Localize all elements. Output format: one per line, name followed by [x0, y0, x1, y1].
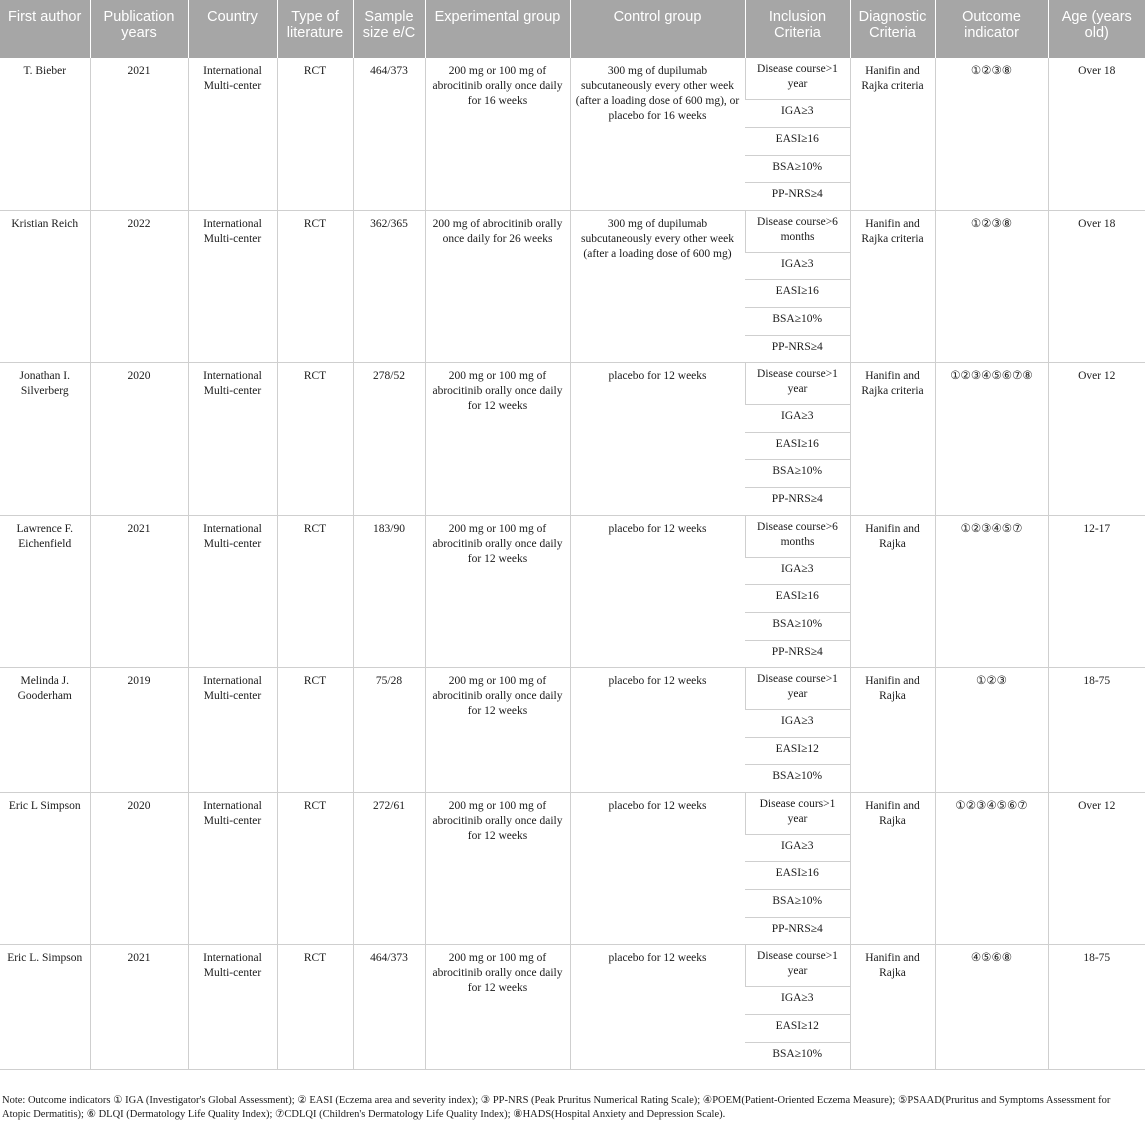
- cell-year: 2020: [90, 363, 188, 515]
- cell-age: Over 18: [1048, 58, 1145, 210]
- cell-experimental: 200 mg or 100 mg of abrocitinib orally once daily for 12 weeks: [425, 363, 570, 515]
- cell-sample: 464/373: [353, 945, 425, 1070]
- header-first-author: First author: [0, 0, 90, 58]
- cell-inclusion-criterion: IGA≥3: [745, 557, 850, 585]
- cell-control: placebo for 12 weeks: [570, 945, 745, 1070]
- cell-type: RCT: [277, 945, 353, 1070]
- cell-control: placebo for 12 weeks: [570, 668, 745, 793]
- cell-inclusion-criterion: EASI≥12: [745, 1014, 850, 1042]
- cell-inclusion-criterion: BSA≥10%: [745, 460, 850, 488]
- cell-inclusion-criterion: PP-NRS≥4: [745, 640, 850, 668]
- cell-diagnostic: Hanifin and Rajka criteria: [850, 58, 935, 210]
- cell-inclusion-criterion: BSA≥10%: [745, 765, 850, 793]
- cell-inclusion-criterion: EASI≥16: [745, 432, 850, 460]
- header-type-of-literature: Type of literature: [277, 0, 353, 58]
- cell-control: 300 mg of dupilumab subcutaneously every other week (after a loading dose of 600 mg), or placebo for 16 weeks: [570, 58, 745, 210]
- cell-experimental: 200 mg or 100 mg of abrocitinib orally once daily for 12 weeks: [425, 945, 570, 1070]
- cell-year: 2020: [90, 793, 188, 945]
- table-row: [0, 945, 1145, 987]
- cell-inclusion-criterion: IGA≥3: [745, 252, 850, 280]
- cell-country: International Multi-center: [188, 210, 277, 362]
- cell-experimental: 200 mg or 100 mg of abrocitinib orally once daily for 12 weeks: [425, 793, 570, 945]
- cell-country: International Multi-center: [188, 58, 277, 210]
- header-age: Age (years old): [1048, 0, 1145, 58]
- cell-year: 2021: [90, 515, 188, 667]
- header-inclusion-criteria: Inclusion Criteria: [745, 0, 850, 58]
- table-footnote: Note: Outcome indicators ① IGA (Investigator's Global Assessment); ② EASI (Eczema area and severity index); ③ PP-NRS (Peak Pruritus Numerical Rating Scale); ④POEM(Patient-Oriented Eczema Measure); ⑤PSAAD(Pruritus and Symptoms Assessment for Atopic Dermatitis); ⑥ DLQI (Dermatology Life Quality Index); ⑦CDLQI (Children's Dermatology Life Quality Index); ⑧HADS(Hospital Anxiety and Depression Scale).: [2, 1095, 1111, 1120]
- cell-inclusion-criterion: BSA≥10%: [745, 890, 850, 918]
- cell-inclusion-criterion: Disease cours>1 year: [745, 793, 850, 835]
- table-row: [0, 58, 1145, 100]
- cell-author: Eric L Simpson: [0, 793, 90, 945]
- cell-diagnostic: Hanifin and Rajka criteria: [850, 363, 935, 515]
- cell-sample: 183/90: [353, 515, 425, 667]
- cell-experimental: 200 mg of abrocitinib orally once daily for 26 weeks: [425, 210, 570, 362]
- header-outcome-indicator: Outcome indicator: [935, 0, 1048, 58]
- cell-sample: 362/365: [353, 210, 425, 362]
- cell-inclusion-criterion: IGA≥3: [745, 100, 850, 128]
- cell-inclusion-criterion: PP-NRS≥4: [745, 917, 850, 945]
- cell-age: Over 12: [1048, 363, 1145, 515]
- cell-outcome: ①②③⑧: [935, 58, 1048, 210]
- cell-experimental: 200 mg or 100 mg of abrocitinib orally once daily for 16 weeks: [425, 58, 570, 210]
- header-sample-size: Sample size e/C: [353, 0, 425, 58]
- cell-country: International Multi-center: [188, 515, 277, 667]
- cell-type: RCT: [277, 58, 353, 210]
- header-country: Country: [188, 0, 277, 58]
- header-experimental-group: Experimental group: [425, 0, 570, 58]
- cell-country: International Multi-center: [188, 363, 277, 515]
- cell-author: Jonathan I. Silverberg: [0, 363, 90, 515]
- cell-inclusion-criterion: Disease course>6 months: [745, 515, 850, 557]
- cell-sample: 272/61: [353, 793, 425, 945]
- cell-diagnostic: Hanifin and Rajka: [850, 515, 935, 667]
- cell-inclusion-criterion: BSA≥10%: [745, 155, 850, 183]
- table-row: [0, 793, 1145, 835]
- cell-author: Lawrence F. Eichenfield: [0, 515, 90, 667]
- cell-inclusion-criterion: EASI≥16: [745, 585, 850, 613]
- table-row: [0, 210, 1145, 252]
- table-row: [0, 668, 1145, 710]
- cell-country: International Multi-center: [188, 793, 277, 945]
- cell-year: 2021: [90, 945, 188, 1070]
- cell-outcome: ①②③④⑤⑥⑦⑧: [935, 363, 1048, 515]
- cell-inclusion-criterion: BSA≥10%: [745, 612, 850, 640]
- cell-author: Melinda J. Gooderham: [0, 668, 90, 793]
- cell-inclusion-criterion: IGA≥3: [745, 405, 850, 433]
- cell-year: 2021: [90, 58, 188, 210]
- cell-diagnostic: Hanifin and Rajka: [850, 945, 935, 1070]
- cell-control: placebo for 12 weeks: [570, 515, 745, 667]
- cell-control: placebo for 12 weeks: [570, 793, 745, 945]
- cell-country: International Multi-center: [188, 945, 277, 1070]
- cell-inclusion-criterion: Disease course>6 months: [745, 210, 850, 252]
- cell-inclusion-criterion: PP-NRS≥4: [745, 335, 850, 363]
- cell-experimental: 200 mg or 100 mg of abrocitinib orally once daily for 12 weeks: [425, 515, 570, 667]
- cell-outcome: ①②③④⑤⑥⑦: [935, 793, 1048, 945]
- cell-diagnostic: Hanifin and Rajka: [850, 793, 935, 945]
- cell-sample: 278/52: [353, 363, 425, 515]
- cell-year: 2019: [90, 668, 188, 793]
- header-diagnostic-criteria: Diagnostic Criteria: [850, 0, 935, 58]
- table-row: [0, 363, 1145, 405]
- cell-type: RCT: [277, 515, 353, 667]
- cell-type: RCT: [277, 363, 353, 515]
- cell-inclusion-criterion: PP-NRS≥4: [745, 488, 850, 516]
- cell-control: placebo for 12 weeks: [570, 363, 745, 515]
- cell-year: 2022: [90, 210, 188, 362]
- cell-outcome: ④⑤⑥⑧: [935, 945, 1048, 1070]
- cell-inclusion-criterion: EASI≥16: [745, 280, 850, 308]
- cell-control: 300 mg of dupilumab subcutaneously every other week (after a loading dose of 600 mg): [570, 210, 745, 362]
- cell-inclusion-criterion: EASI≥16: [745, 127, 850, 155]
- cell-inclusion-criterion: Disease course>1 year: [745, 58, 850, 100]
- cell-age: Over 12: [1048, 793, 1145, 945]
- cell-diagnostic: Hanifin and Rajka criteria: [850, 210, 935, 362]
- cell-outcome: ①②③⑧: [935, 210, 1048, 362]
- cell-sample: 464/373: [353, 58, 425, 210]
- cell-inclusion-criterion: PP-NRS≥4: [745, 183, 850, 211]
- header-control-group: Control group: [570, 0, 745, 58]
- cell-author: T. Bieber: [0, 58, 90, 210]
- cell-inclusion-criterion: IGA≥3: [745, 987, 850, 1015]
- cell-age: 18-75: [1048, 668, 1145, 793]
- cell-type: RCT: [277, 210, 353, 362]
- cell-type: RCT: [277, 793, 353, 945]
- cell-outcome: ①②③④⑤⑦: [935, 515, 1048, 667]
- cell-inclusion-criterion: BSA≥10%: [745, 1042, 850, 1070]
- cell-inclusion-criterion: Disease course>1 year: [745, 945, 850, 987]
- header-row: [0, 0, 1145, 58]
- cell-country: International Multi-center: [188, 668, 277, 793]
- cell-age: Over 18: [1048, 210, 1145, 362]
- cell-inclusion-criterion: Disease course>1 year: [745, 363, 850, 405]
- cell-inclusion-criterion: IGA≥3: [745, 709, 850, 737]
- cell-inclusion-criterion: Disease course>1 year: [745, 668, 850, 710]
- cell-sample: 75/28: [353, 668, 425, 793]
- header-publication-years: Publication years: [90, 0, 188, 58]
- cell-age: 12-17: [1048, 515, 1145, 667]
- cell-inclusion-criterion: BSA≥10%: [745, 308, 850, 336]
- cell-inclusion-criterion: EASI≥12: [745, 737, 850, 765]
- cell-outcome: ①②③: [935, 668, 1048, 793]
- cell-type: RCT: [277, 668, 353, 793]
- cell-author: Eric L. Simpson: [0, 945, 90, 1070]
- cell-author: Kristian Reich: [0, 210, 90, 362]
- cell-experimental: 200 mg or 100 mg of abrocitinib orally once daily for 12 weeks: [425, 668, 570, 793]
- table-row: [0, 515, 1145, 557]
- cell-diagnostic: Hanifin and Rajka: [850, 668, 935, 793]
- cell-age: 18-75: [1048, 945, 1145, 1070]
- cell-inclusion-criterion: EASI≥16: [745, 862, 850, 890]
- cell-inclusion-criterion: IGA≥3: [745, 834, 850, 862]
